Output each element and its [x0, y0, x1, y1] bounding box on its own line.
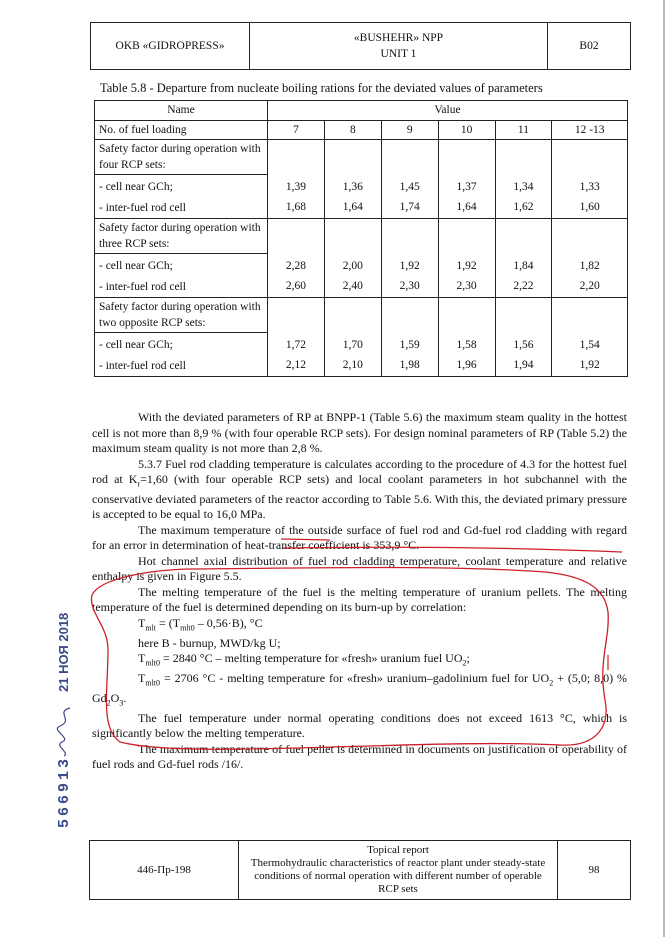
value-cell — [381, 298, 438, 377]
paragraph-pellet-temperature: The maximum temperature of fuel pellet is determined in documents on justification of operability of fuel rods and Gd-fuel rods /16/. — [92, 741, 627, 772]
header-project-line1: «BUSHEHR» NPP — [353, 32, 444, 44]
paragraph-cladding-procedure — [92, 457, 627, 523]
value-cell — [324, 140, 381, 219]
f3-sub: mlt0 — [145, 658, 161, 668]
p2-subscript: r — [137, 479, 141, 489]
f4-sub2: 2 — [549, 678, 554, 688]
value-cell-near-gch: 1,92 — [399, 260, 420, 272]
table-caption: Table 5.8 - Departure from nucleate boiling rations for the deviated values of parameters — [100, 81, 543, 95]
value-cell — [381, 219, 438, 298]
paragraph-melting-temp: The melting temperature of the fuel is the melting temperature of uranium pellets. The melting temperature of the fuel is determined depending on its burn-up by correlation: — [92, 584, 627, 615]
header-project — [250, 23, 548, 70]
column-header-name: Name — [95, 101, 268, 121]
f4-end: = 2706 °C - melting temperature for «fresh» uranium–gadolinium fuel for UO — [160, 671, 550, 686]
f1-sub2: mlt0 — [180, 623, 195, 633]
value-inter-rod-cell: 1,62 — [513, 201, 534, 213]
value-cell-near-gch: 1,54 — [579, 339, 600, 351]
f1-sub: mlt — [145, 623, 157, 633]
p2-part-b: =1,60 (with four operable RCP sets) and local coolant parameters in hot subchannel with the conservative deviated parameters of the reactor according to Table 5.6. With this, the deviated primary pressure is accepted to be equal to 16,0 MPa. — [92, 472, 627, 522]
formula-uo2 — [92, 651, 627, 671]
footer-title — [239, 841, 558, 900]
value-inter-rod-cell: 2,10 — [342, 359, 363, 371]
value-cell-near-gch: 1,82 — [579, 260, 600, 272]
dnb-table — [94, 100, 628, 377]
f4-sub3: 2 — [106, 698, 111, 708]
value-inter-rod-cell: 1,64 — [456, 201, 477, 213]
paragraph-axial-distribution: Hot channel axial distribution of fuel rod cladding temperature, coolant temperature and relative enthalpy is given in Figure 5.5. — [92, 553, 627, 584]
fuel-loading-cell: 7 — [268, 121, 325, 140]
value-cell-near-gch: 1,39 — [285, 181, 306, 193]
group-title: Safety factor during operation with two opposite RCP sets: — [95, 298, 267, 333]
value-cell — [324, 298, 381, 377]
f4-sub: mlt0 — [145, 678, 161, 688]
footer-page-number: 98 — [558, 841, 631, 900]
value-cell-near-gch: 1,33 — [579, 181, 600, 193]
receipt-stamp — [30, 600, 80, 830]
f4-o: O — [110, 691, 120, 706]
value-cell — [438, 140, 495, 219]
f1-end: – 0,56·B), °C — [194, 615, 263, 630]
value-cell-near-gch: 1,70 — [342, 339, 363, 351]
f3-tail: ; — [466, 651, 470, 666]
value-cell — [552, 140, 628, 219]
value-inter-rod-cell: 1,60 — [579, 201, 600, 213]
fuel-loading-cell: 9 — [381, 121, 438, 140]
value-inter-rod-cell: 1,94 — [513, 359, 534, 371]
paragraph-fuel-temperature: The fuel temperature under normal operating conditions does not exceed 1613 °C, which is significantly below the melting temperature. — [92, 710, 627, 741]
f4-t: T — [138, 671, 146, 686]
f4-tail: . — [123, 691, 127, 706]
value-cell — [552, 219, 628, 298]
value-inter-rod-cell: 2,12 — [285, 359, 306, 371]
document-footer — [89, 840, 631, 900]
f1-mid: = (T — [156, 615, 181, 630]
value-inter-rod-cell: 1,92 — [579, 359, 600, 371]
paragraph-max-cladding-temp: The maximum temperature of the outside surface of fuel rod and Gd-fuel rod cladding with regard for an error in determination of heat-transfer coefficient is 353,9 °C. — [92, 522, 627, 553]
header-project-line2: UNIT 1 — [380, 48, 417, 60]
group-title: Safety factor during operation with four RCP sets: — [95, 140, 267, 175]
column-header-value: Value — [268, 101, 628, 121]
stamp-number: 566913 — [56, 755, 73, 828]
group-label-cell — [95, 140, 268, 219]
value-inter-rod-cell: 2,22 — [513, 280, 534, 292]
value-cell-near-gch: 1,45 — [399, 181, 420, 193]
header-code: B02 — [548, 23, 631, 70]
formula-tmlt — [92, 616, 627, 636]
value-cell-near-gch: 1,84 — [513, 260, 534, 272]
f4-mid: + (5,0; 8,0) % Gd — [92, 671, 627, 706]
group-label-cell — [95, 298, 268, 377]
f1-t: T — [138, 615, 146, 630]
value-inter-rod-cell: 2,40 — [342, 280, 363, 292]
footer-doc-number: 446-Пр-198 — [90, 841, 239, 900]
formula-gd — [92, 671, 627, 711]
report-body — [92, 410, 627, 773]
safety-factor-group — [95, 298, 628, 377]
value-inter-rod-cell: 2,30 — [399, 280, 420, 292]
value-cell — [438, 219, 495, 298]
value-cell-near-gch: 1,92 — [456, 260, 477, 272]
value-inter-rod-cell: 1,68 — [285, 201, 306, 213]
fuel-loading-cell: 12 -13 — [552, 121, 628, 140]
value-inter-rod-cell: 1,98 — [399, 359, 420, 371]
row-label-inter-rod: - inter-fuel rod cell — [99, 281, 186, 293]
p2-part-a: 5.3.7 Fuel rod cladding temperature is calculates according to the procedure of 4.3 for the hottest fuel rod at K — [92, 456, 627, 486]
value-cell — [268, 140, 325, 219]
stamp-signature — [57, 708, 70, 756]
value-inter-rod-cell: 1,74 — [399, 201, 420, 213]
value-cell-near-gch: 1,58 — [456, 339, 477, 351]
value-cell — [495, 219, 552, 298]
value-cell — [495, 140, 552, 219]
value-cell — [268, 219, 325, 298]
paragraph-steam-quality: With the deviated parameters of RP at BNPP-1 (Table 5.6) the maximum steam quality in the hottest cell is not more than 8,9 % (with four operable RCP sets). For design nominal parameters of RP (Table 5.2) the maximum steam quality is not more than 2,8 %. — [92, 410, 627, 455]
row-label-cell-near: - cell near GCh; — [99, 181, 173, 193]
f3-sub2: 2 — [462, 658, 467, 668]
value-cell — [495, 298, 552, 377]
row-label-inter-rod: - inter-fuel rod cell — [99, 360, 186, 372]
f3-t: T — [138, 651, 146, 666]
row-label-cell-near: - cell near GCh; — [99, 260, 173, 272]
value-cell — [552, 298, 628, 377]
value-cell-near-gch: 1,36 — [342, 181, 363, 193]
row-label-cell-near: - cell near GCh; — [99, 339, 173, 351]
header-organization: OKB «GIDROPRESS» — [91, 23, 250, 70]
fuel-loading-row — [95, 121, 628, 140]
value-cell-near-gch: 2,28 — [285, 260, 306, 272]
value-cell-near-gch: 1,34 — [513, 181, 534, 193]
value-inter-rod-cell: 2,30 — [456, 280, 477, 292]
value-cell — [268, 298, 325, 377]
value-cell — [324, 219, 381, 298]
value-cell-near-gch: 1,56 — [513, 339, 534, 351]
safety-factor-groups — [95, 140, 628, 377]
value-inter-rod-cell: 1,64 — [342, 201, 363, 213]
group-label-cell — [95, 219, 268, 298]
value-cell-near-gch: 1,59 — [399, 339, 420, 351]
value-inter-rod-cell: 2,60 — [285, 280, 306, 292]
value-cell-near-gch: 1,72 — [285, 339, 306, 351]
value-cell — [381, 140, 438, 219]
fuel-loading-label: No. of fuel loading — [95, 121, 268, 140]
safety-factor-group — [95, 219, 628, 298]
fuel-loading-cell: 11 — [495, 121, 552, 140]
row-label-inter-rod: - inter-fuel rod cell — [99, 202, 186, 214]
fuel-loading-cell: 10 — [438, 121, 495, 140]
group-title: Safety factor during operation with three RCP sets: — [95, 219, 267, 254]
document-header — [90, 22, 631, 70]
value-inter-rod-cell: 2,20 — [579, 280, 600, 292]
value-inter-rod-cell: 1,96 — [456, 359, 477, 371]
formula-burnup-note: here B - burnup, MWD/kg U; — [138, 635, 281, 650]
value-cell-near-gch: 1,37 — [456, 181, 477, 193]
footer-title-line1: Topical report — [367, 844, 429, 856]
stamp-date: 21 НОЯ 2018 — [56, 612, 71, 692]
footer-title-line2: Thermohydraulic characteristics of reactor plant under steady-state conditions of normal operation with different number of operable RCP sets — [250, 857, 546, 895]
f4-sub4: 3 — [119, 698, 124, 708]
value-cell — [438, 298, 495, 377]
safety-factor-group — [95, 140, 628, 219]
f3-end: = 2840 °C – melting temperature for «fresh» uranium fuel UO — [160, 651, 463, 666]
fuel-loading-cell: 8 — [324, 121, 381, 140]
value-cell-near-gch: 2,00 — [342, 260, 363, 272]
